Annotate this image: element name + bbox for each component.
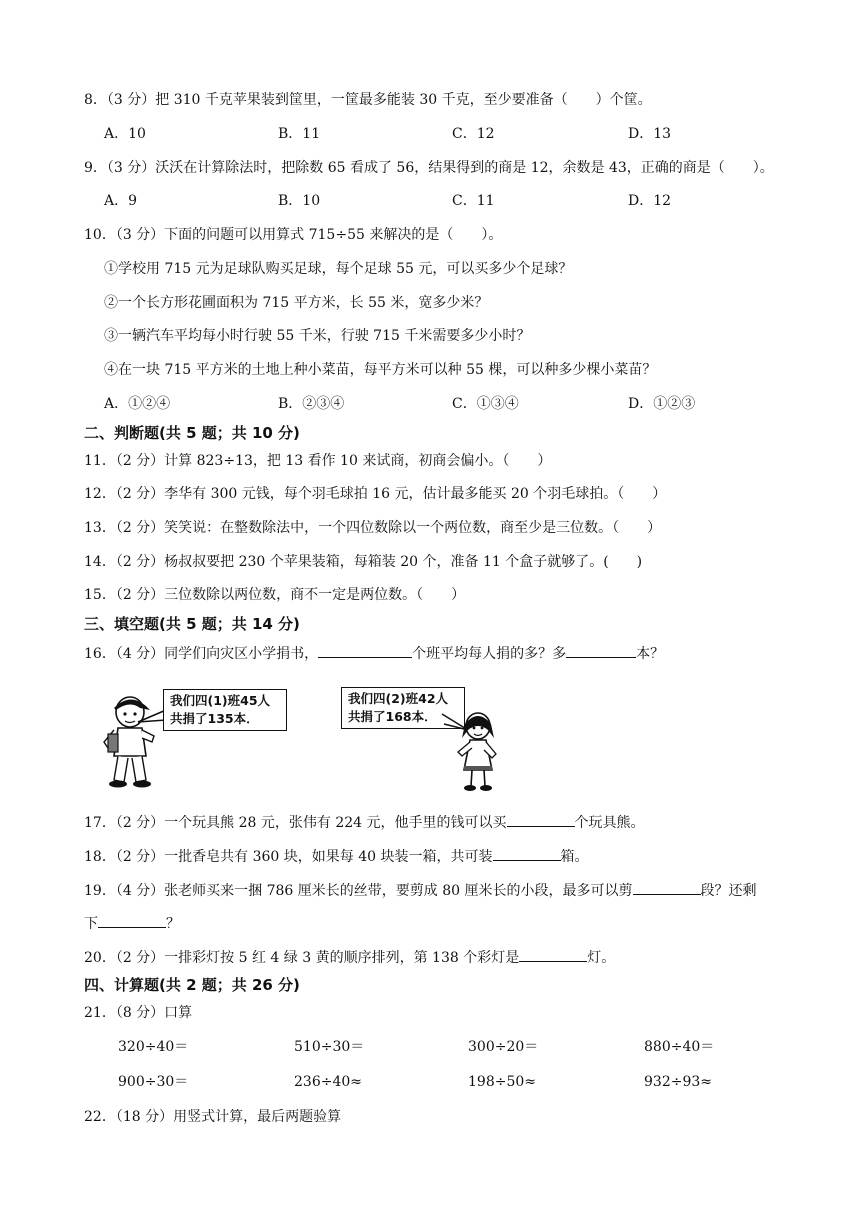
calc-item: 900÷30＝ [118, 1074, 189, 1090]
question-10-option-c: C．①③④ [452, 396, 519, 412]
calc-item: 320÷40＝ [118, 1039, 189, 1055]
question-18-pre: 18．（2 分）一批香皂共有 360 块，如果每 40 块装一箱，共可装 [84, 849, 493, 865]
question-8-option-b: B．11 [278, 126, 321, 142]
question-16 [84, 642, 664, 664]
question-16-blank-2[interactable] [566, 642, 636, 658]
question-19-line2-post: ？ [166, 916, 180, 932]
calc-item: 300÷20＝ [468, 1039, 539, 1055]
question-19-blank-1[interactable] [633, 879, 701, 895]
question-8-option-d: D．13 [628, 126, 672, 142]
question-9-option-d: D．12 [628, 193, 672, 209]
question-11: 11．（2 分）计算 823÷13，把 13 看作 10 来试商，初商会偏小。（ ） [84, 453, 552, 469]
question-20 [84, 946, 615, 968]
question-8-option-c: C．12 [452, 126, 495, 142]
question-17 [84, 811, 645, 833]
section-3-heading: 三、填空题(共 5 题；共 14 分) [84, 615, 300, 633]
question-16-blank-1[interactable] [318, 642, 412, 658]
question-10-option-d: D．①②③ [628, 396, 696, 412]
question-10-item-1: ①学校用 715 元为足球队购买足球，每个足球 55 元，可以买多少个足球？ [104, 261, 573, 277]
question-18-post: 箱。 [560, 849, 589, 865]
bubble-2-line-1: 我们四(2)班42人 [348, 691, 449, 706]
question-19-line2-pre: 下 [84, 916, 98, 932]
question-19-line-2 [84, 912, 180, 934]
question-20-blank[interactable] [519, 946, 587, 962]
calc-item: 510÷30＝ [294, 1039, 365, 1055]
question-18 [84, 845, 589, 867]
question-10-stem: 10．（3 分）下面的问题可以用算式 715÷55 来解决的是（ ）。 [84, 227, 503, 243]
calc-item: 880÷40＝ [644, 1039, 715, 1055]
question-8-option-a: A．10 [104, 126, 146, 142]
question-22-stem: 22．（18 分）用竖式计算，最后两题验算 [84, 1109, 342, 1125]
question-9-option-a: A．9 [104, 193, 138, 209]
question-16-mid: 个班平均每人捐的多？多 [412, 646, 567, 662]
question-19-post: 段？还剩 [700, 883, 757, 899]
question-17-blank[interactable] [507, 811, 575, 827]
question-20-pre: 20．（2 分）一排彩灯按 5 红 4 绿 3 黄的顺序排列，第 138 个彩灯是 [84, 950, 520, 966]
question-17-post: 个玩具熊。 [574, 815, 645, 831]
question-19-line-1 [84, 879, 757, 901]
calc-item: 198÷50≈ [468, 1074, 536, 1090]
bubble-1-line-2: 共捐了135本． [170, 711, 259, 726]
question-17-pre: 17．（2 分）一个玩具熊 28 元，张伟有 224 元，他手里的钱可以买 [84, 815, 507, 831]
question-9-option-b: B．10 [278, 193, 321, 209]
section-4-heading: 四、计算题(共 2 题；共 26 分) [84, 976, 300, 994]
section-2-heading: 二、判断题(共 5 题；共 10 分) [84, 424, 300, 442]
boy-illustration-icon [100, 690, 170, 790]
question-10-option-a: A．①②④ [104, 396, 171, 412]
question-13: 13．（2 分）笑笑说：在整数除法中，一个四位数除以一个两位数，商至少是三位数。（ ） [84, 520, 662, 536]
question-21-stem: 21．（8 分）口算 [84, 1005, 193, 1021]
question-20-post: 灯。 [587, 950, 616, 966]
question-19-blank-2[interactable] [98, 912, 166, 928]
question-10-item-2: ②一个长方形花圃面积为 715 平方米，长 55 米，宽多少米？ [104, 295, 489, 311]
calc-item: 932÷93≈ [644, 1074, 712, 1090]
speech-bubble-class-1 [163, 689, 287, 731]
question-14: 14．（2 分）杨叔叔要把 230 个苹果装箱，每箱装 20 个，准备 11 个盒子就够了。( ) [84, 554, 643, 570]
bubble-pointer-left-icon [136, 708, 166, 728]
girl-illustration-icon [448, 708, 508, 794]
question-19-pre: 19．（4 分）张老师买来一捆 786 厘米长的丝带，要剪成 80 厘米长的小段，最多可以剪 [84, 883, 633, 899]
bubble-1-line-1: 我们四(1)班45人 [170, 693, 271, 708]
question-8-stem: 8．（3 分）把 310 千克苹果装到筐里，一筐最多能装 30 千克，至少要准备（ ）个筐。 [84, 92, 652, 108]
question-10-option-b: B．②③④ [278, 396, 345, 412]
question-16-post: 本？ [636, 646, 665, 662]
question-10-item-4: ④在一块 715 平方米的土地上种小菜苗，每平方米可以种 55 棵，可以种多少棵小菜苗？ [104, 362, 657, 378]
question-9-option-c: C．11 [452, 193, 495, 209]
question-9-stem: 9．（3 分）沃沃在计算除法时，把除数 65 看成了 56，结果得到的商是 12，余数是 43，正确的商是（ ）。 [84, 160, 774, 176]
question-15: 15．（2 分）三位数除以两位数，商不一定是两位数。（ ） [84, 587, 466, 603]
question-18-blank[interactable] [493, 845, 561, 861]
question-12: 12．（2 分）李华有 300 元钱，每个羽毛球拍 16 元，估计最多能买 20 个羽毛球拍。（ ） [84, 486, 667, 502]
question-16-pre: 16．（4 分）同学们向灾区小学捐书， [84, 646, 319, 662]
calc-item: 236÷40≈ [294, 1074, 362, 1090]
bubble-2-line-2: 共捐了168本． [348, 709, 437, 724]
question-10-item-3: ③一辆汽车平均每小时行驶 55 千米，行驶 715 千米需要多少小时？ [104, 328, 531, 344]
